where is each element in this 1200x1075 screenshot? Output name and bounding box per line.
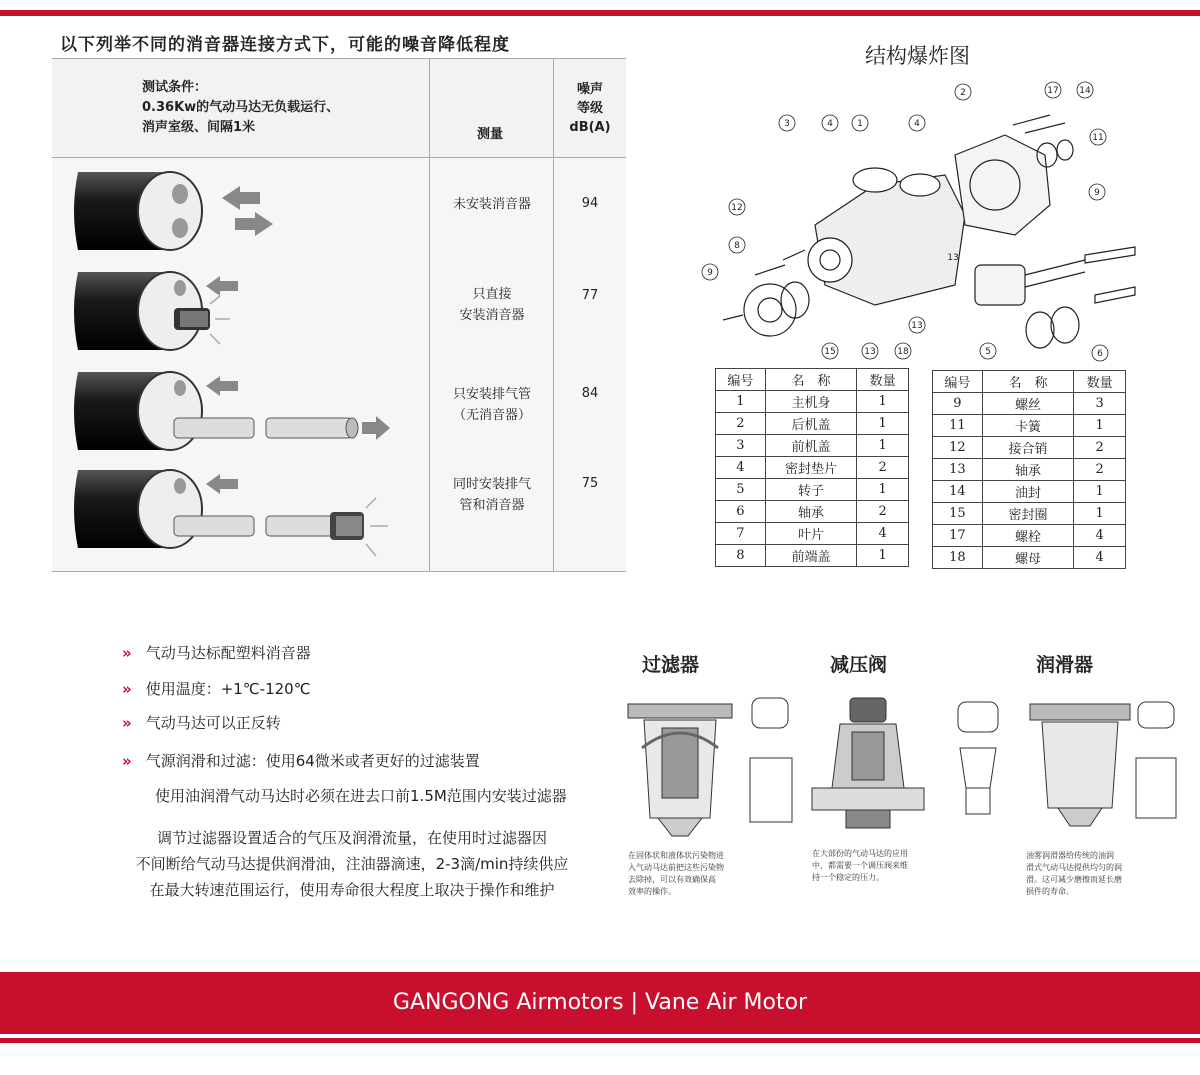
table-cell: 主机身 <box>765 391 857 413</box>
measure-text: 只直接 <box>472 287 512 302</box>
callout-label: 4 <box>914 119 920 129</box>
callout-label: 5 <box>985 347 991 357</box>
list-item <box>122 678 311 699</box>
column-header: 数量 <box>1074 371 1126 393</box>
table-cell: 11 <box>933 415 983 437</box>
table-cell: 18 <box>933 547 983 569</box>
table-cell: 1 <box>1074 503 1126 525</box>
table-cell: 1 <box>857 391 909 413</box>
condition-line: 消声室级、间隔1米 <box>142 120 256 135</box>
level-header-line: 等级 <box>576 101 603 116</box>
component-caption <box>812 848 908 884</box>
measure-text: 同时安装排气 <box>452 477 531 492</box>
table-cell: 前机盖 <box>765 435 857 457</box>
component-title: 润滑器 <box>1036 654 1094 676</box>
caption-line: 滑式气动马达提供均匀的润 <box>1026 863 1122 872</box>
table-cell: 1 <box>857 545 909 567</box>
table-cell: 螺丝 <box>982 393 1074 415</box>
table-row <box>716 501 909 523</box>
exploded-view-title: 结构爆炸图 <box>865 44 970 68</box>
paragraph-line: 调节过滤器设置适合的气压及润滑流量，在使用时过滤器因 <box>156 829 547 847</box>
measure-text: 管和消音器 <box>459 498 525 513</box>
table-cell: 6 <box>716 501 766 523</box>
component-title: 减压阀 <box>830 654 888 676</box>
caption-line: 入气动马达前把这些污染物 <box>628 863 724 872</box>
table-cell: 3 <box>1074 393 1126 415</box>
filter-component <box>622 650 800 910</box>
table-cell: 12 <box>933 437 983 459</box>
test-condition <box>142 78 339 138</box>
column-header: 数量 <box>857 369 909 391</box>
list-item-text: 气动马达标配塑料消音器 <box>145 644 311 662</box>
table-cell: 密封圈 <box>982 503 1074 525</box>
motor-with-silencer-illustration <box>70 266 300 356</box>
callout-label: 17 <box>1047 86 1059 96</box>
lubricator-component <box>940 650 1180 910</box>
table-cell: 1 <box>1074 481 1126 503</box>
measure-cell <box>430 474 554 516</box>
table-cell: 2 <box>857 457 909 479</box>
table-row <box>933 371 1126 393</box>
measure-text: 未安装消音器 <box>452 197 531 212</box>
table-row <box>933 415 1126 437</box>
motor-no-silencer-illustration <box>70 166 300 256</box>
callout-label: 9 <box>1094 188 1100 198</box>
caption-line: 去除掉，可以有效确保高 <box>628 875 716 884</box>
callout-label: 11 <box>1092 133 1104 143</box>
column-header: 名 称 <box>982 371 1074 393</box>
chevron-bullet-icon: » <box>122 644 132 662</box>
callout-label: 12 <box>731 203 743 213</box>
table-cell: 4 <box>1074 525 1126 547</box>
table-row <box>933 459 1126 481</box>
table-cell: 5 <box>716 479 766 501</box>
table-cell: 1 <box>857 435 909 457</box>
list-item-text: 使用温度：+1℃-120℃ <box>145 680 311 698</box>
table-row <box>716 413 909 435</box>
callout-label: 14 <box>1079 86 1091 96</box>
table-row <box>933 393 1126 415</box>
table-cell: 卡簧 <box>982 415 1074 437</box>
parts-table-right <box>932 370 1126 569</box>
table-row <box>716 391 909 413</box>
table-cell: 4 <box>1074 547 1126 569</box>
column-header: 名 称 <box>765 369 857 391</box>
table-row <box>933 525 1126 547</box>
callout-label: 13 <box>864 347 876 357</box>
table-cell: 13 <box>933 459 983 481</box>
measure-text: 只安装排气管 <box>452 387 531 402</box>
column-header: 编号 <box>716 369 766 391</box>
noise-level-cell: 75 <box>581 476 599 491</box>
table-cell: 8 <box>716 545 766 567</box>
table-row <box>716 545 909 567</box>
pressure-reducer-component <box>808 650 928 890</box>
pressure-reducer-illustration <box>808 688 928 838</box>
callout-label: 6 <box>1097 349 1103 359</box>
chevron-bullet-icon: » <box>122 714 132 732</box>
chevron-bullet-icon: » <box>122 680 132 698</box>
table-cell: 7 <box>716 523 766 545</box>
callout-label: 18 <box>897 347 909 357</box>
table-cell: 17 <box>933 525 983 547</box>
table-cell: 1 <box>1074 415 1126 437</box>
caption-line: 油雾润滑器给传统的油润 <box>1026 851 1114 860</box>
table-row <box>933 547 1126 569</box>
measure-cell <box>430 384 554 426</box>
component-title: 过滤器 <box>642 654 700 676</box>
table-row <box>716 523 909 545</box>
list-item-text: 气动马达可以正反转 <box>145 714 281 732</box>
condition-line: 0.36Kw的气动马达无负载运行、 <box>142 100 340 115</box>
table-cell: 后机盖 <box>765 413 857 435</box>
table-cell: 4 <box>716 457 766 479</box>
measure-header: 测量 <box>476 127 503 142</box>
table-cell: 叶片 <box>765 523 857 545</box>
paragraph-line: 不间断给气动马达提供润滑油，注油器滴速，2-3滴/min持续供应 <box>135 855 569 873</box>
table-cell: 1 <box>857 479 909 501</box>
table-cell: 1 <box>857 413 909 435</box>
caption-line: 在大部份的气动马达的应用 <box>812 849 908 858</box>
table-cell: 15 <box>933 503 983 525</box>
caption-line: 持一个稳定的压力。 <box>812 873 884 882</box>
caption-line: 滑。这可减少磨擦而延长磨 <box>1026 875 1122 884</box>
callout-label: 2 <box>960 88 966 98</box>
chevron-bullet-icon: » <box>122 752 132 770</box>
table-cell: 螺栓 <box>982 525 1074 547</box>
table-cell: 3 <box>716 435 766 457</box>
callout-label: 15 <box>824 347 836 357</box>
motor-with-exhaust-pipe-illustration <box>70 366 410 456</box>
maintenance-paragraph <box>92 825 612 903</box>
noise-level-cell: 77 <box>581 288 599 303</box>
table-cell: 螺母 <box>982 547 1074 569</box>
list-item-text: 气源润滑和过滤：使用64微米或者更好的过滤装置 <box>145 752 480 770</box>
table-row <box>716 479 909 501</box>
table-cell: 4 <box>857 523 909 545</box>
table-cell: 2 <box>1074 437 1126 459</box>
noise-table-title: 以下列举不同的消音器连接方式下，可能的噪音降低程度 <box>60 35 510 55</box>
table-cell: 9 <box>933 393 983 415</box>
table-row <box>716 369 909 391</box>
paragraph-line: 在最大转速范围运行，使用寿命很大程度上取决于操作和维护 <box>149 881 555 899</box>
table-row <box>716 457 909 479</box>
table-cell: 密封垫片 <box>765 457 857 479</box>
table-cell: 转子 <box>765 479 857 501</box>
motor-with-pipe-and-silencer-illustration <box>70 464 410 564</box>
level-header-line: 噪声 <box>576 82 603 97</box>
list-item <box>122 712 281 733</box>
noise-level-cell: 94 <box>581 196 599 211</box>
callout-label: 13 <box>947 253 959 263</box>
list-item <box>122 642 311 663</box>
measure-cell <box>430 284 554 326</box>
caption-line: 在固体状和液体状污染物进 <box>628 851 724 860</box>
table-cell: 2 <box>857 501 909 523</box>
table-cell: 接合销 <box>982 437 1074 459</box>
table-cell: 轴承 <box>982 459 1074 481</box>
callout-label: 13 <box>911 321 923 331</box>
caption-line: 损件的寿命。 <box>1026 887 1074 896</box>
caption-line: 效率的操作。 <box>628 887 676 896</box>
table-row <box>933 503 1126 525</box>
table-cell: 1 <box>716 391 766 413</box>
noise-table <box>52 58 626 572</box>
table-cell: 油封 <box>982 481 1074 503</box>
table-row <box>933 437 1126 459</box>
callout-label: 3 <box>784 119 790 129</box>
bottom-red-bar <box>0 1038 1200 1043</box>
noise-level-header <box>554 80 626 137</box>
level-header-line: dB(A) <box>569 120 611 135</box>
condition-line: 测试条件： <box>142 80 208 95</box>
component-caption <box>1026 850 1122 898</box>
measure-text: 安装消音器 <box>459 308 525 323</box>
top-red-bar <box>0 10 1200 16</box>
table-cell: 2 <box>716 413 766 435</box>
measure-cell <box>430 194 554 215</box>
component-caption <box>628 850 724 898</box>
column-header: 编号 <box>933 371 983 393</box>
table-cell: 2 <box>1074 459 1126 481</box>
list-item <box>122 750 480 771</box>
table-cell: 前端盖 <box>765 545 857 567</box>
measure-text: （无消音器） <box>452 408 531 423</box>
callout-label: 8 <box>734 241 740 251</box>
table-cell: 轴承 <box>765 501 857 523</box>
parts-table-left <box>715 368 909 567</box>
callout-label: 1 <box>857 119 863 129</box>
table-row <box>933 481 1126 503</box>
filter-requirement-note: 使用油润滑气动马达时必须在进去口前1.5M范围内安装过滤器 <box>155 787 567 805</box>
callout-label: 9 <box>707 268 713 278</box>
lubricator-illustration <box>940 688 1180 848</box>
filter-illustration <box>622 688 800 848</box>
footer-banner: GANGONG Airmotors | Vane Air Motor <box>0 972 1200 1034</box>
caption-line: 中，都需要一个调压阀来维 <box>812 861 908 870</box>
table-cell: 14 <box>933 481 983 503</box>
callout-label: 4 <box>827 119 833 129</box>
exploded-view-diagram <box>695 75 1165 365</box>
noise-level-cell: 84 <box>581 386 599 401</box>
table-row <box>716 435 909 457</box>
